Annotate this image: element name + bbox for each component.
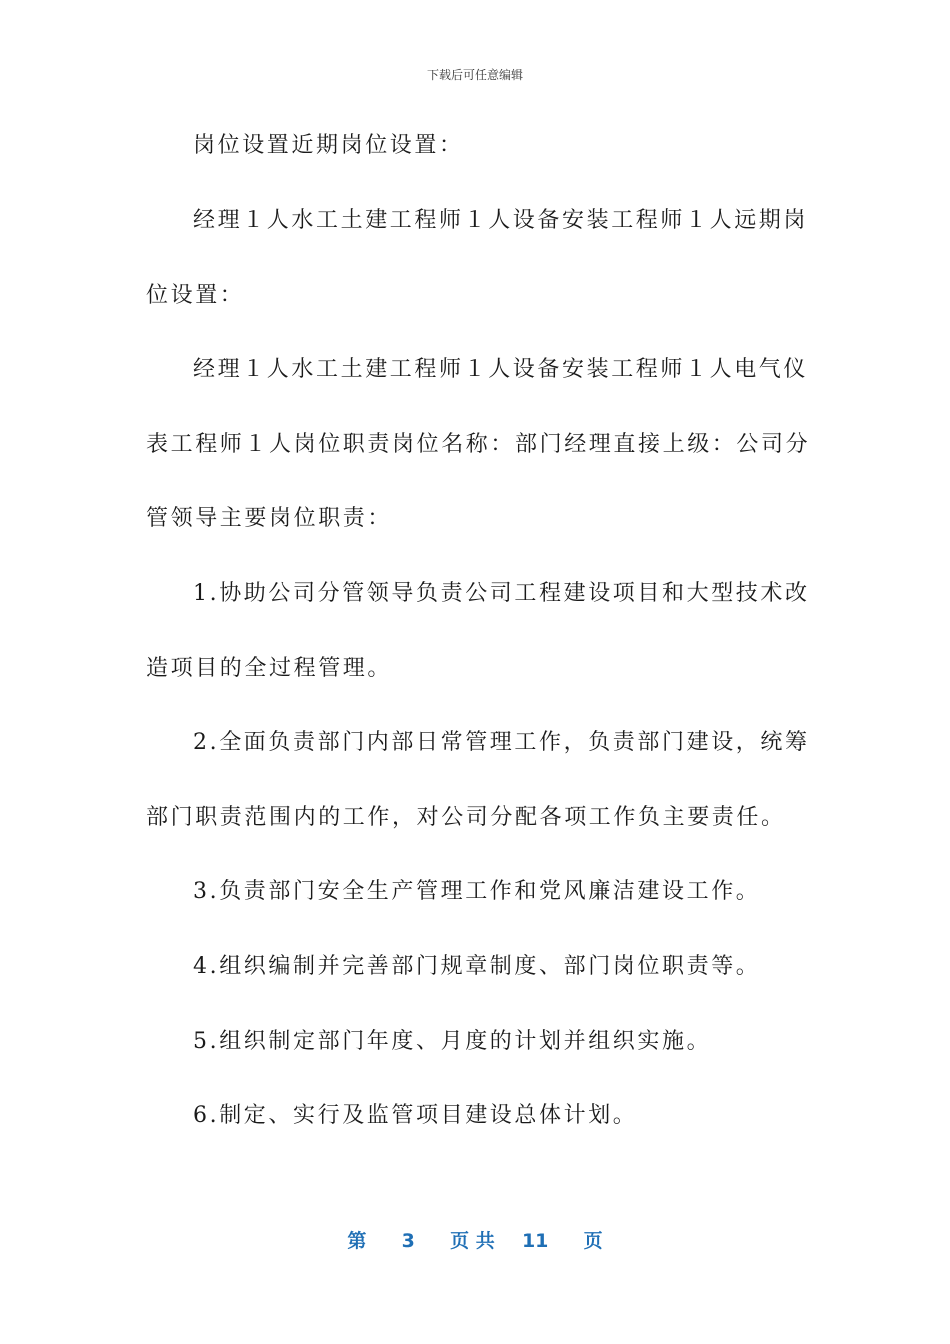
paragraph-line: 岗位设置近期岗位设置： [193,133,464,158]
list-item: 2.全面负责部门内部日常管理工作，负责部门建设，统筹 [193,730,810,755]
list-item: 5.组织制定部门年度、月度的计划并组织实施。 [193,1029,712,1054]
total-page-count: 11 [521,1230,549,1252]
footer-ye: 页 [583,1230,603,1252]
paragraph-line: 造项目的全过程管理。 [146,656,393,681]
current-page-number: 3 [401,1230,415,1252]
paragraph-line: 位设置： [146,283,245,308]
paragraph-line: 部门职责范围内的工作，对公司分配各项工作负主要责任。 [146,805,786,830]
paragraph-line: 表工程师１人岗位职责岗位名称：部门经理直接上级：公司分 [146,432,811,457]
page-footer [0,1226,950,1253]
paragraph-line: 管领导主要岗位职责： [146,506,393,531]
list-item: 6.制定、实行及监管项目建设总体计划。 [193,1103,638,1128]
paragraph-line: 经理１人水工土建工程师１人设备安装工程师１人远期岗 [193,208,809,233]
page-header: 下载后可任意编辑 [426,68,523,82]
footer-ye-gong: 页 共 [450,1230,495,1252]
list-item: 3.负责部门安全生产管理工作和党风廉洁建设工作。 [193,879,761,904]
paragraph-line: 经理１人水工土建工程师１人设备安装工程师１人电气仪 [193,357,809,382]
list-item: 1.协助公司分管领导负责公司工程建设项目和大型技术改 [193,581,810,606]
footer-di: 第 [347,1230,367,1252]
list-item: 4.组织编制并完善部门规章制度、部门岗位职责等。 [193,954,761,979]
